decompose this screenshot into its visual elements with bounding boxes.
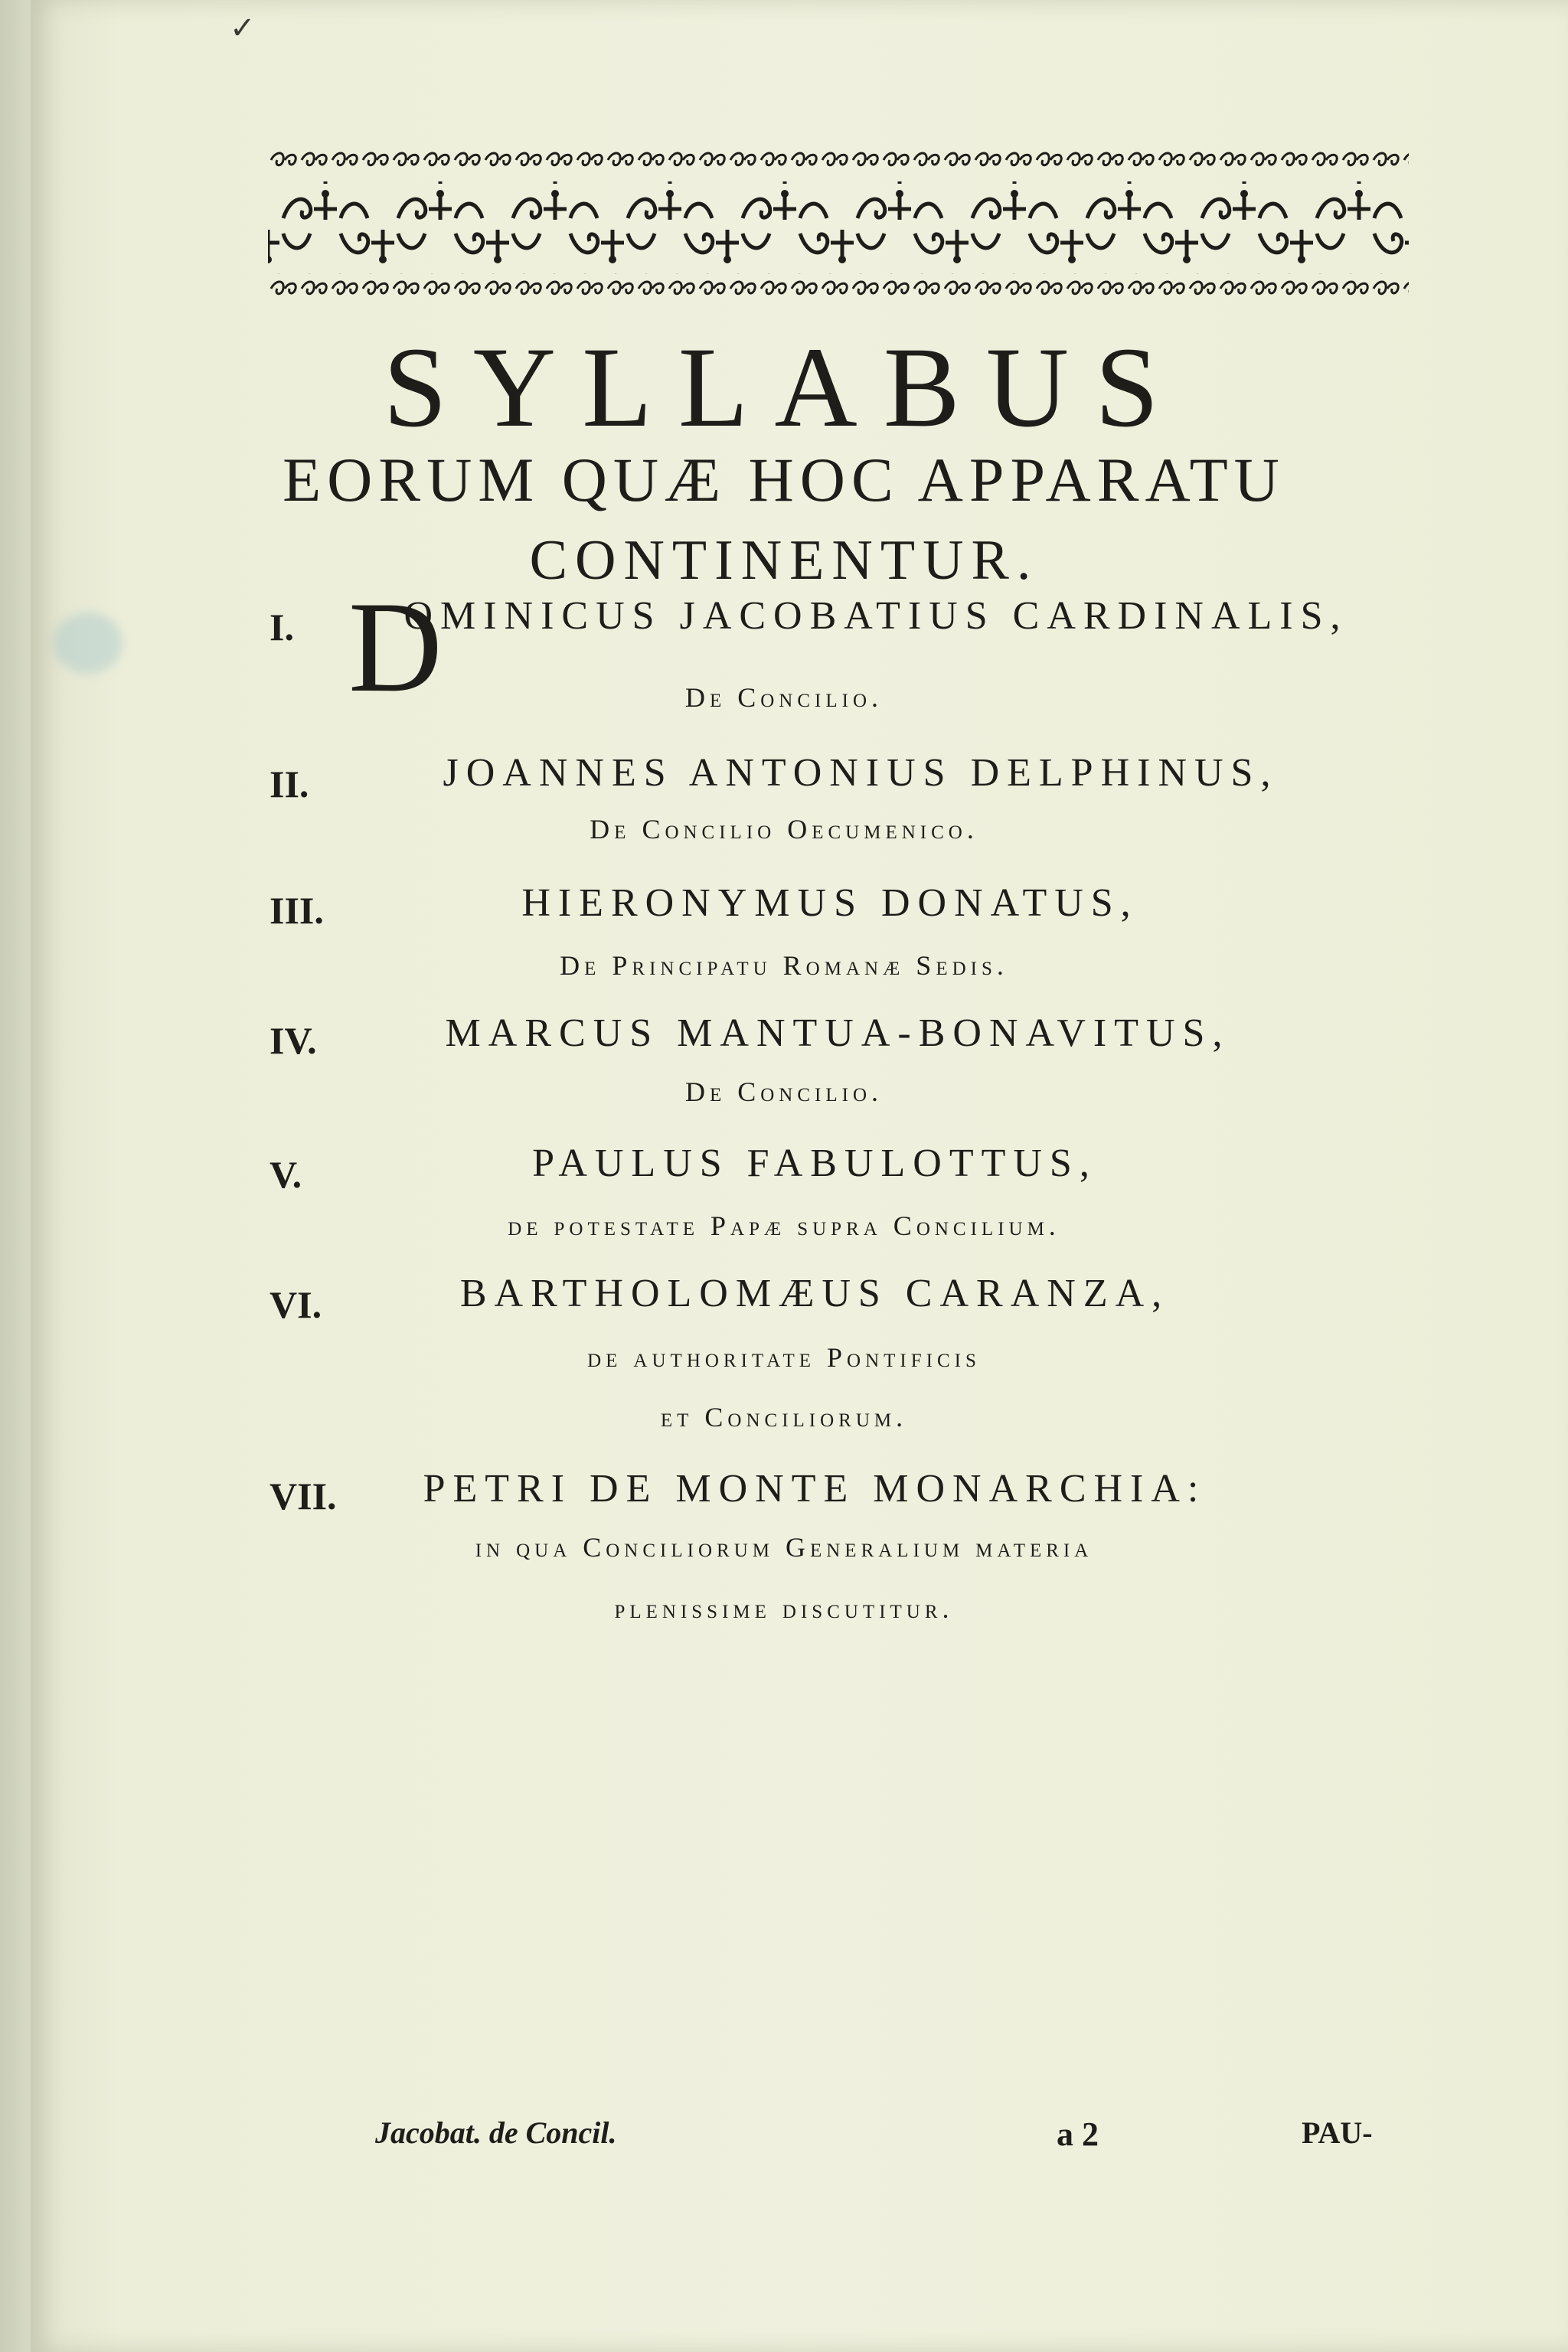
- entry-numeral: II.: [270, 763, 309, 805]
- entry-name: PAULUS FABULOTTUS,: [532, 1142, 1097, 1185]
- entry-subtitle: De Principatu Romanæ Sedis.: [560, 950, 1008, 981]
- entry-name: JOANNES ANTONIUS DELPHINUS,: [443, 751, 1279, 795]
- entry-numeral: VII.: [270, 1475, 337, 1517]
- entry-name: PETRI DE MONTE MONARCHIA:: [423, 1467, 1207, 1511]
- entry-name: BARTHOLOMÆUS CARANZA,: [459, 1272, 1170, 1315]
- title-subline-2: CONTINENTUR.: [529, 529, 1039, 592]
- entry-name: HIERONYMUS DONATUS,: [521, 881, 1138, 925]
- drop-cap: D: [348, 575, 443, 719]
- entry-numeral: III.: [270, 889, 324, 932]
- page-title: SYLLABUS: [383, 324, 1185, 451]
- entry-name: MARCUS MANTUA-BONAVITUS,: [445, 1011, 1230, 1055]
- catchword-right: PAU-: [1302, 2115, 1373, 2150]
- entry-subtitle: de authoritate Pontificis: [587, 1342, 981, 1373]
- entry-subtitle: De Concilio.: [684, 1076, 884, 1107]
- catchword-left: Jacobat. de Concil.: [375, 2115, 617, 2150]
- entry-numeral: V.: [270, 1153, 302, 1196]
- entry-name: OMINICUS JACOBATIUS CARDINALIS,: [403, 594, 1348, 638]
- entry-numeral: I.: [270, 606, 294, 648]
- entry-subtitle: in qua Conciliorum Generalium materia: [475, 1532, 1093, 1563]
- entry-subtitle: et Conciliorum.: [660, 1402, 908, 1432]
- entry-subtitle: De Concilio.: [684, 682, 884, 713]
- entry-subtitle: plenissime discutitur.: [614, 1593, 954, 1624]
- entry-subtitle: de potestate Papæ supra Concilium.: [508, 1210, 1060, 1241]
- entry-subtitle: De Concilio Oecumenico.: [590, 814, 978, 844]
- signature-mark: a 2: [1057, 2115, 1099, 2153]
- decorative-header-ornament: [268, 149, 1409, 302]
- entry-numeral: VI.: [270, 1283, 322, 1326]
- corner-mark: ✓: [230, 11, 256, 46]
- entry-numeral: IV.: [270, 1019, 317, 1062]
- title-subline-1: EORUM QUÆ HOC APPARATU: [283, 445, 1285, 514]
